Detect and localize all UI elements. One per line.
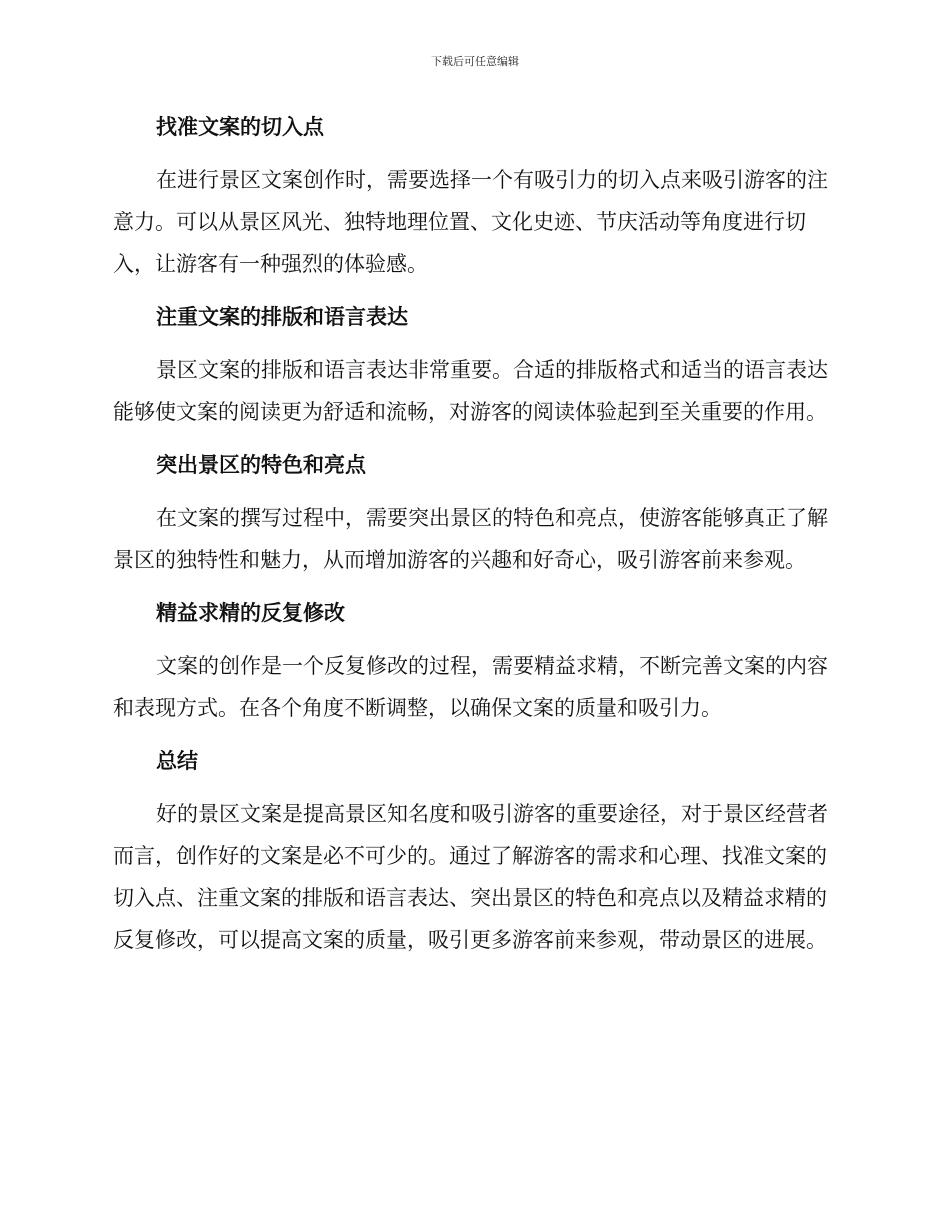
document-body bbox=[113, 106, 829, 972]
section-layout-language bbox=[113, 296, 829, 433]
section-paragraph: 好的景区文案是提高景区知名度和吸引游客的重要途径，对于景区经营者而言，创作好的文案是必不可少的。通过了解游客的需求和心理、找准文案的切入点、注重文案的排版和语言表达、突出景区的特色和亮点以及精益求精的反复修改，可以提高文案的质量，吸引更多游客前来参观，带动景区的进展。 bbox=[113, 802, 828, 952]
section-cut-in-point bbox=[113, 106, 829, 285]
section-paragraph: 在文案的撰写过程中，需要突出景区的特色和亮点，使游客能够真正了解景区的独特性和魅力，从而增加游客的兴趣和好奇心，吸引游客前来参观。 bbox=[113, 506, 828, 572]
section-title: 精益求精的反复修改 bbox=[156, 600, 345, 625]
section-title: 找准文案的切入点 bbox=[156, 114, 324, 139]
section-paragraph: 文案的创作是一个反复修改的过程，需要精益求精，不断完善文案的内容和表现方式。在各个角度不断调整，以确保文案的质量和吸引力。 bbox=[113, 654, 828, 720]
section-summary bbox=[113, 740, 829, 961]
page-header: 下载后可任意编辑 bbox=[431, 55, 519, 68]
section-title: 突出景区的特色和亮点 bbox=[156, 452, 366, 477]
section-paragraph: 在进行景区文案创作时，需要选择一个有吸引力的切入点来吸引游客的注意力。可以从景区风光、独特地理位置、文化史迹、节庆活动等角度进行切入，让游客有一种强烈的体验感。 bbox=[113, 168, 828, 276]
section-title: 总结 bbox=[156, 748, 198, 773]
section-paragraph: 景区文案的排版和语言表达非常重要。合适的排版格式和适当的语言表达能够使文案的阅读更为舒适和流畅，对游客的阅读体验起到至关重要的作用。 bbox=[113, 358, 828, 424]
section-highlights bbox=[113, 444, 829, 581]
section-title: 注重文案的排版和语言表达 bbox=[156, 304, 408, 329]
section-revision bbox=[113, 592, 829, 729]
